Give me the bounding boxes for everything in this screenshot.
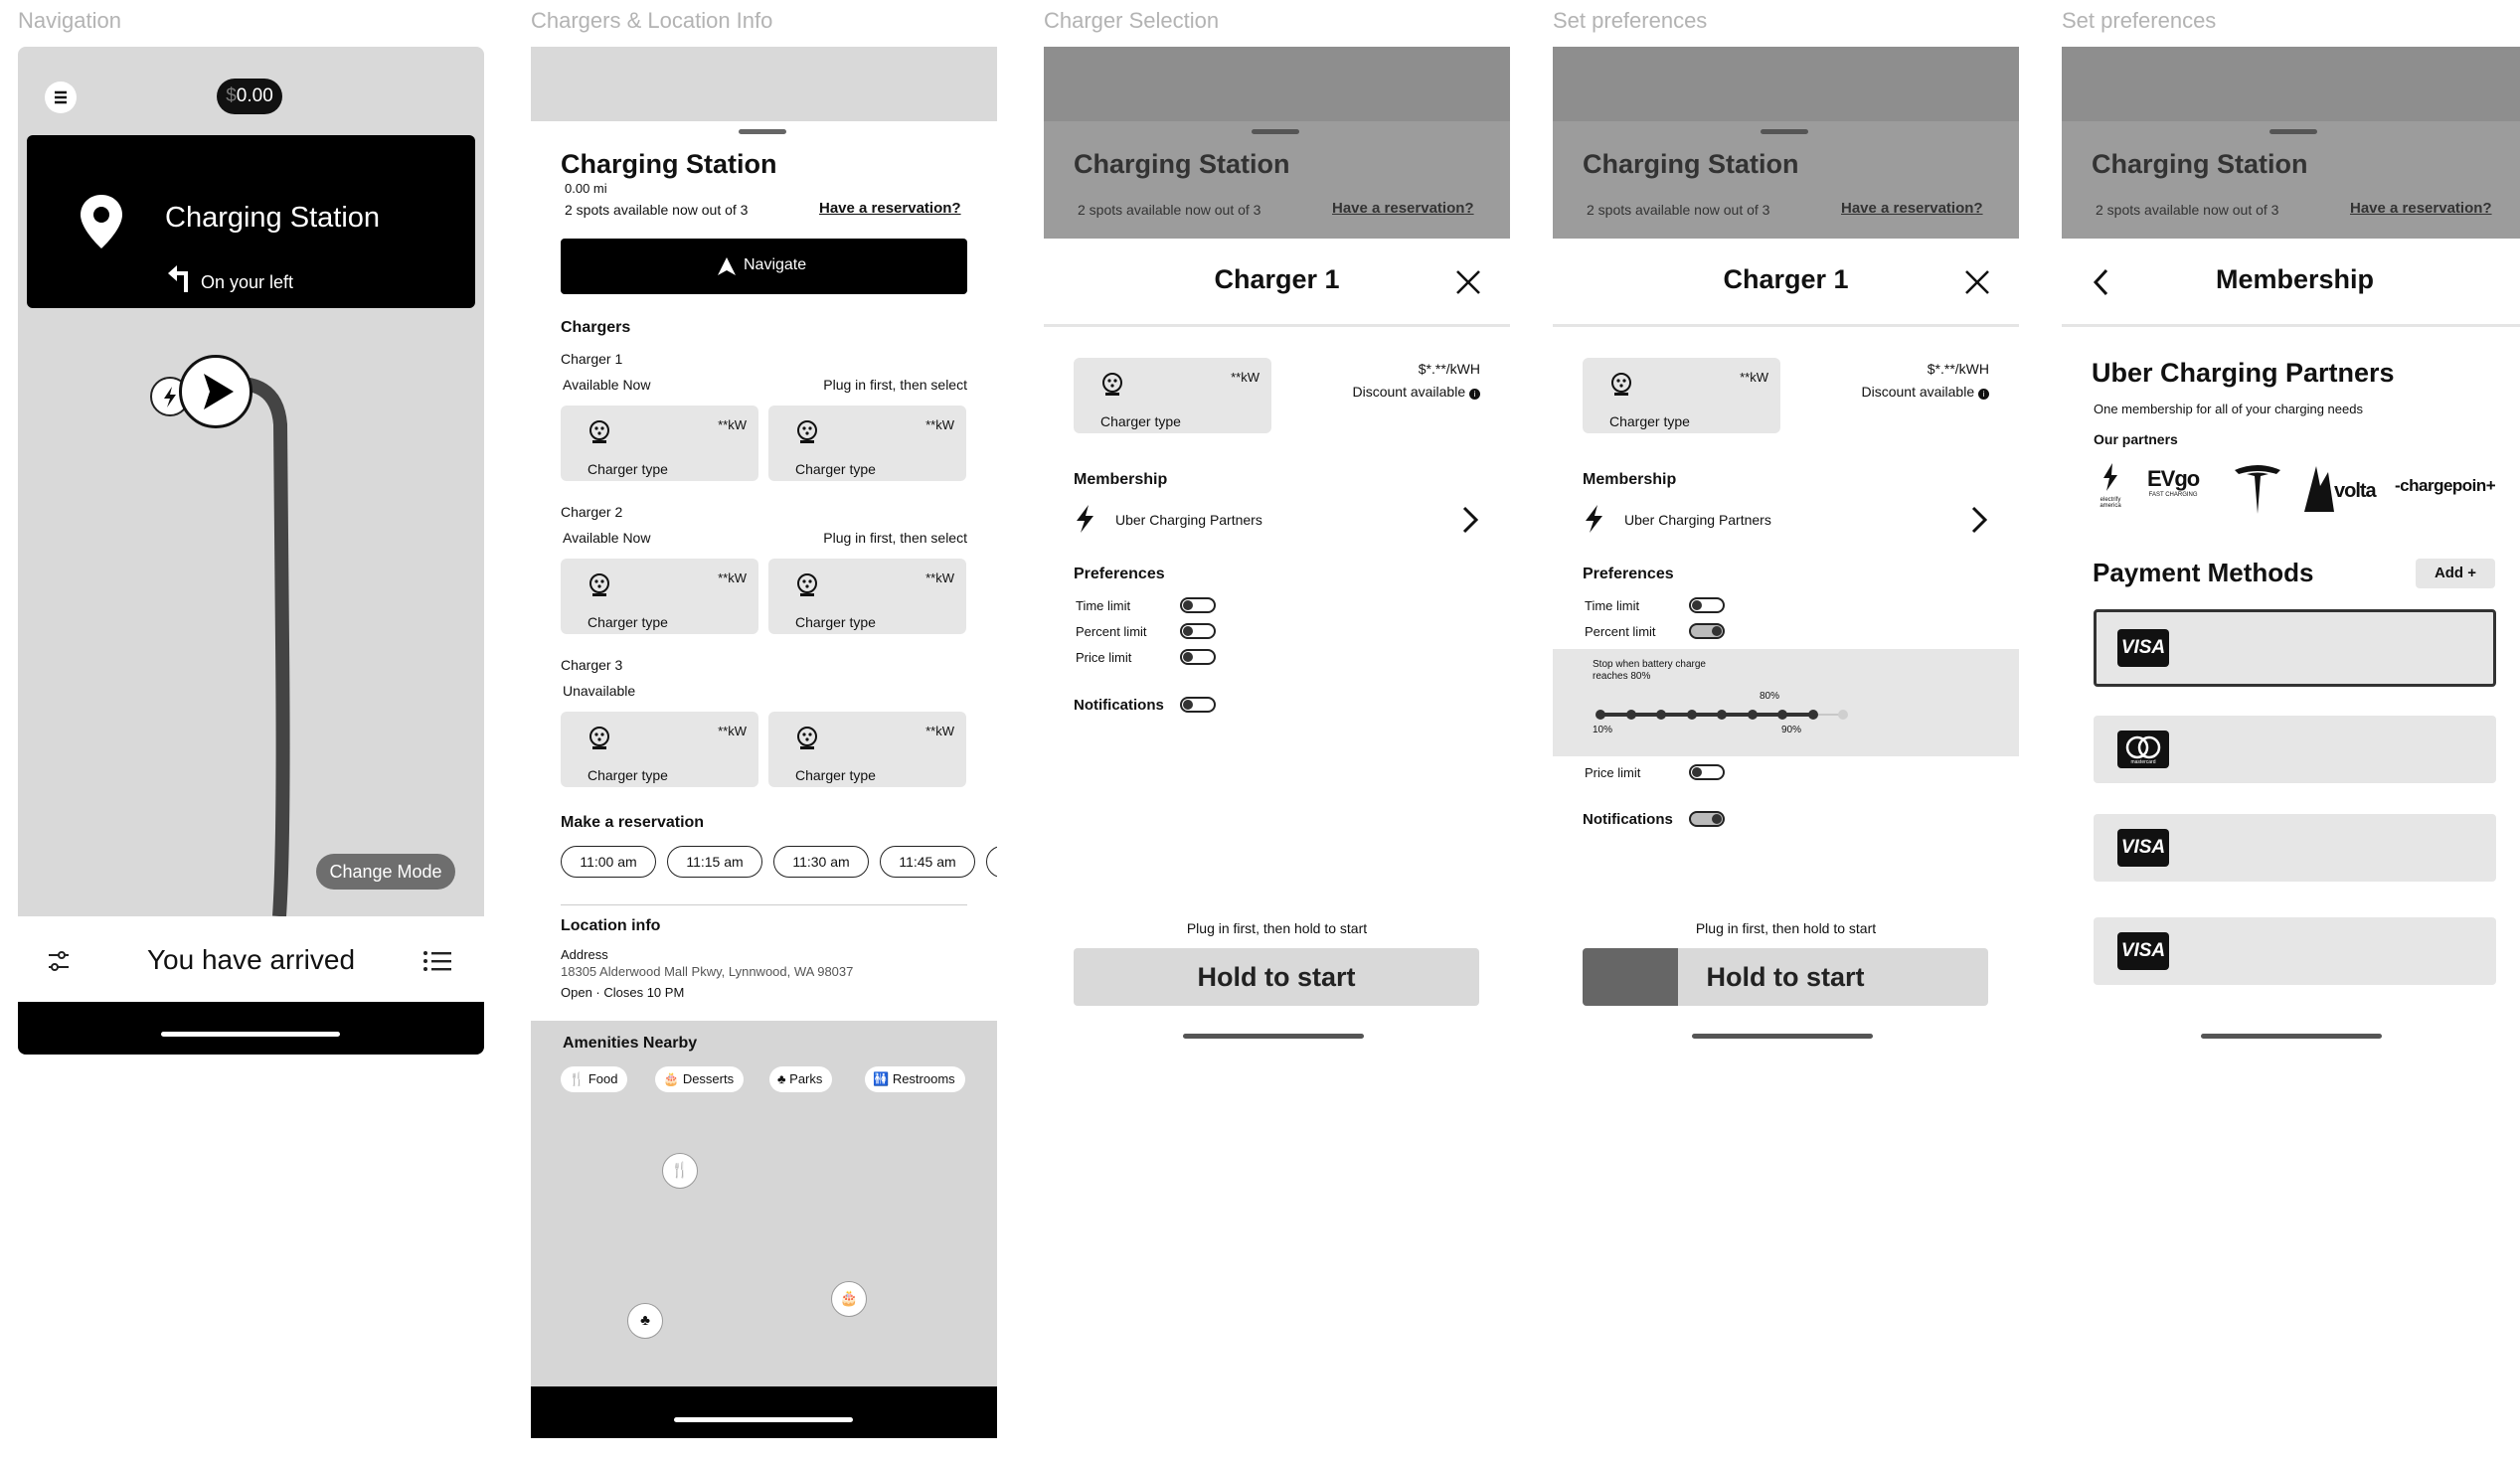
hold-to-start-label: Hold to start <box>1197 962 1356 992</box>
reservation-heading: Make a reservation <box>561 814 705 831</box>
slider-min-label: 10% <box>1593 725 1613 735</box>
plug-connector-icon <box>796 572 818 598</box>
discount-label: Discount available <box>1352 384 1466 400</box>
amenities-heading: Amenities Nearby <box>563 1035 698 1052</box>
frame-title-preferences-2: Set preferences <box>2062 8 2217 33</box>
divider <box>1044 324 1510 327</box>
lightning-icon <box>1074 504 1097 534</box>
navigate-arrow-icon <box>716 255 738 277</box>
charger-3-name: Charger 3 <box>561 657 623 673</box>
volta-mark-icon <box>2302 464 2336 514</box>
spots-available: 2 spots available now out of 3 <box>565 202 749 218</box>
chargepoint-logo: -chargepoin+ <box>2395 476 2496 495</box>
slider-step-dot[interactable] <box>1717 710 1727 720</box>
food-map-pin-icon[interactable]: 🍴 <box>662 1153 698 1189</box>
arrival-bar <box>18 916 484 1006</box>
amenity-filter-food[interactable] <box>561 1066 627 1092</box>
home-indicator[interactable] <box>2201 1034 2382 1039</box>
slider-step-dot[interactable] <box>1838 710 1848 720</box>
charger-3-connector-a[interactable] <box>561 712 758 787</box>
spots-available: 2 spots available now out of 3 <box>1587 202 1770 218</box>
amenity-label: Desserts <box>682 1071 735 1086</box>
drag-handle[interactable] <box>1252 129 1299 134</box>
charger-power: **kW <box>718 724 747 738</box>
percent-limit-label: Percent limit <box>1585 624 1656 639</box>
direction-text: On your left <box>201 272 294 292</box>
dessert-map-pin-icon[interactable]: 🎂 <box>831 1281 867 1317</box>
notifications-label: Notifications <box>1074 697 1164 714</box>
divider <box>1553 324 2019 327</box>
address-label: Address <box>561 947 608 962</box>
time-limit-toggle[interactable] <box>1180 597 1216 613</box>
time-slot[interactable]: 11:30 am <box>773 846 869 878</box>
charger-power: **kW <box>925 417 954 432</box>
chevron-right-icon <box>1461 506 1479 534</box>
amenity-label: Restrooms <box>892 1071 955 1086</box>
address-value: 18305 Alderwood Mall Pkwy, Lynnwood, WA 98037 <box>561 964 854 979</box>
amenity-label: Parks <box>789 1071 823 1086</box>
preferences-heading: Preferences <box>1583 566 1674 582</box>
charger-power: **kW <box>925 570 954 585</box>
slider-step-dot[interactable] <box>1596 710 1605 720</box>
partner-program-name: Uber Charging Partners <box>2092 358 2395 388</box>
charger-power: **kW <box>1740 370 1768 385</box>
plug-connector-icon <box>1610 372 1632 398</box>
spots-available: 2 spots available now out of 3 <box>1078 202 1261 218</box>
home-indicator[interactable] <box>1692 1034 1873 1039</box>
charger-type-label: Charger type <box>1609 413 1690 429</box>
time-slot[interactable]: 11:45 am <box>880 846 975 878</box>
map-peek <box>531 47 997 121</box>
membership-name: Uber Charging Partners <box>1115 512 1262 528</box>
slider-step-dot[interactable] <box>1748 710 1758 720</box>
membership-heading: Membership <box>1074 471 1168 488</box>
time-slot-partial[interactable] <box>986 846 997 878</box>
hold-to-start-label: Hold to start <box>1706 962 1865 992</box>
station-title: Charging Station <box>1583 149 1799 179</box>
currency-symbol: $ <box>226 85 237 106</box>
reservation-link[interactable]: Have a reservation? <box>819 200 961 217</box>
plug-hint: Plug in first, then hold to start <box>1186 920 1368 936</box>
divider <box>561 904 967 905</box>
charger-type-label: Charger type <box>1100 413 1181 429</box>
charger-2-name: Charger 2 <box>561 504 623 520</box>
home-indicator[interactable] <box>674 1417 853 1422</box>
charger-2-connector-b[interactable] <box>768 559 966 634</box>
chargers-heading: Chargers <box>561 319 631 336</box>
charger-1-status: Available Now <box>563 377 651 393</box>
percent-slider[interactable] <box>1600 709 1843 721</box>
mastercard-logo-icon <box>2117 731 2169 768</box>
drag-handle[interactable] <box>1761 129 1808 134</box>
evgo-wordmark: EVgo <box>2147 466 2200 491</box>
evgo-logo <box>2147 466 2199 498</box>
partners-heading: Our partners <box>2094 431 2178 447</box>
electrify-america-logo <box>2092 462 2129 514</box>
membership-heading: Membership <box>1583 471 1677 488</box>
price-limit-toggle[interactable] <box>1689 764 1725 780</box>
payment-card[interactable] <box>2094 917 2496 985</box>
notifications-label: Notifications <box>1583 811 1673 828</box>
chargers-info-screen <box>531 47 997 1438</box>
slider-max-label: 90% <box>1781 725 1802 735</box>
lightning-icon <box>1583 504 1606 534</box>
park-map-pin-icon[interactable]: ♣ <box>627 1303 663 1339</box>
slider-step-dot[interactable] <box>1626 710 1636 720</box>
notifications-toggle[interactable] <box>1689 811 1725 827</box>
time-limit-toggle[interactable] <box>1689 597 1725 613</box>
electrify-wordmark: electrify america <box>2100 497 2121 509</box>
divider <box>2062 324 2520 327</box>
membership-screen <box>2062 47 2520 1041</box>
info-icon: i <box>1469 389 1480 400</box>
charger-2-connector-a[interactable] <box>561 559 758 634</box>
payment-card[interactable] <box>2094 814 2496 882</box>
close-icon[interactable] <box>1962 267 1992 297</box>
slider-value-label: 80% <box>1760 691 1780 702</box>
charger-1-name: Charger 1 <box>561 351 623 367</box>
route-line <box>18 47 484 916</box>
mastercard-wordmark: mastercard <box>2130 759 2156 765</box>
payment-card-selected[interactable] <box>2094 609 2496 687</box>
home-bar <box>18 1002 484 1055</box>
plug-connector-icon <box>796 419 818 445</box>
percent-limit-toggle[interactable] <box>1689 623 1725 639</box>
selected-connector-card[interactable] <box>1074 358 1271 433</box>
fork-knife-icon: 🍴 <box>569 1071 586 1086</box>
charger-type-label: Charger type <box>795 767 876 783</box>
charger-selection-screen <box>1044 47 1510 1041</box>
amenities-map[interactable] <box>531 1021 997 1388</box>
navigation-arrow-icon <box>182 358 250 425</box>
frame-title-selection: Charger Selection <box>1044 8 1220 33</box>
frame-title-preferences-1: Set preferences <box>1553 8 1708 33</box>
evgo-tagline: FAST CHARGING <box>2148 492 2198 498</box>
arrival-message: You have arrived <box>146 944 356 975</box>
visa-logo: VISA <box>2117 932 2169 970</box>
membership-tagline: One membership for all of your charging needs <box>2094 402 2363 416</box>
preferences-heading: Preferences <box>1074 566 1165 582</box>
time-slot[interactable]: 11:15 am <box>667 846 762 878</box>
change-mode-button[interactable]: Change Mode <box>316 854 455 890</box>
frame-title-chargers: Chargers & Location Info <box>531 8 773 33</box>
charger-power: **kW <box>718 570 747 585</box>
volta-wordmark: volta <box>2334 480 2376 502</box>
charger-type-label: Charger type <box>588 461 668 477</box>
reservation-link[interactable]: Have a reservation? <box>1332 200 1474 217</box>
plug-connector-icon <box>1101 372 1123 398</box>
price-limit-label: Price limit <box>1585 765 1641 780</box>
charger-power: **kW <box>1231 370 1260 385</box>
station-title: Charging Station <box>1074 149 1290 179</box>
slider-step-dot[interactable] <box>1808 710 1818 720</box>
slider-step-dot[interactable] <box>1687 710 1697 720</box>
plug-hint: Plug in first, then hold to start <box>1695 920 1877 936</box>
amenity-filter-parks[interactable] <box>769 1066 832 1092</box>
payment-card[interactable] <box>2094 716 2496 783</box>
volta-logo <box>2302 464 2380 514</box>
percent-limit-panel <box>1553 649 2019 756</box>
price-per-kwh: $*.**/kWH <box>1927 361 1989 377</box>
drag-handle[interactable] <box>739 129 786 134</box>
hold-to-start-button[interactable] <box>1583 948 1988 1006</box>
navigate-label: Navigate <box>744 256 807 273</box>
charger-title: Charger 1 <box>1723 264 1849 294</box>
charger-type-label: Charger type <box>795 461 876 477</box>
partner-logos <box>2092 462 2499 520</box>
map-peek <box>2062 47 2520 121</box>
selected-connector-card[interactable] <box>1583 358 1780 433</box>
station-sheet-dimmed <box>1044 47 1510 239</box>
charger-power: **kW <box>718 417 747 432</box>
notifications-toggle[interactable] <box>1180 697 1216 713</box>
map-peek <box>1044 47 1510 121</box>
charger-3-connector-b[interactable] <box>768 712 966 787</box>
station-distance: 0.00 mi <box>565 181 607 196</box>
station-title: Charging Station <box>2092 149 2308 179</box>
plug-connector-icon <box>796 726 818 751</box>
membership-title: Membership <box>2215 264 2375 294</box>
navigation-screen <box>18 47 484 1055</box>
charger-title: Charger 1 <box>1214 264 1340 294</box>
tree-icon: ♣ <box>777 1071 786 1086</box>
charger-type-label: Charger type <box>588 614 668 630</box>
time-limit-label: Time limit <box>1585 598 1640 613</box>
slider-step-dot[interactable] <box>1656 710 1666 720</box>
info-icon: i <box>1978 389 1989 400</box>
drag-handle[interactable] <box>2269 129 2317 134</box>
plug-connector-icon <box>588 572 610 598</box>
home-indicator[interactable] <box>1183 1034 1364 1039</box>
plug-connector-icon <box>588 726 610 751</box>
station-title: Charging Station <box>561 149 777 179</box>
visa-logo: VISA <box>2117 629 2169 667</box>
time-slot[interactable]: 11:00 am <box>561 846 656 878</box>
amenity-filter-desserts[interactable] <box>655 1066 744 1092</box>
charger-type-label: Charger type <box>795 614 876 630</box>
payment-methods-heading: Payment Methods <box>2093 558 2314 587</box>
charger-2-hint: Plug in first, then select <box>823 530 967 546</box>
membership-row[interactable] <box>1074 502 1480 538</box>
charger-3-status: Unavailable <box>563 683 636 699</box>
plus-icon: + <box>2467 565 2477 581</box>
charger-1-connector-b[interactable] <box>768 406 966 481</box>
destination-name: Charging Station <box>165 202 381 234</box>
discount-info[interactable] <box>1352 384 1480 400</box>
location-heading: Location info <box>561 917 661 934</box>
home-bar <box>531 1386 997 1438</box>
electrify-bolt-icon <box>2100 462 2121 492</box>
slider-step-dot[interactable] <box>1777 710 1787 720</box>
navigate-button[interactable] <box>561 239 967 294</box>
list-icon[interactable] <box>422 948 452 974</box>
station-sheet-dimmed <box>2062 47 2520 239</box>
plug-connector-icon <box>588 419 610 445</box>
charger-1-hint: Plug in first, then select <box>823 377 967 393</box>
tesla-logo-icon <box>2233 462 2282 516</box>
charger-1-connector-a[interactable] <box>561 406 758 481</box>
price-per-kwh: $*.**/kWH <box>1418 361 1480 377</box>
price-limit-toggle[interactable] <box>1180 649 1216 665</box>
amenity-filter-restrooms[interactable] <box>865 1066 965 1092</box>
percent-limit-toggle[interactable] <box>1180 623 1216 639</box>
membership-row[interactable] <box>1583 502 1989 538</box>
slider-description: Stop when battery charge reaches 80% <box>1593 659 1706 682</box>
chevron-right-icon <box>1970 506 1988 534</box>
reservation-link[interactable]: Have a reservation? <box>1841 200 1983 217</box>
charger-2-status: Available Now <box>563 530 651 546</box>
home-indicator[interactable] <box>161 1032 340 1037</box>
station-sheet-dimmed <box>1553 47 2019 239</box>
reservation-link[interactable]: Have a reservation? <box>2350 200 2492 217</box>
add-label: Add <box>2434 565 2464 581</box>
balance-value: 0.00 <box>236 85 273 106</box>
spots-available: 2 spots available now out of 3 <box>2096 202 2279 218</box>
preferences-screen <box>1553 47 2019 1041</box>
discount-info[interactable] <box>1861 384 1989 400</box>
charger-type-label: Charger type <box>588 767 668 783</box>
close-icon[interactable] <box>1453 267 1483 297</box>
visa-logo: VISA <box>2117 829 2169 867</box>
discount-label: Discount available <box>1861 384 1975 400</box>
add-payment-button[interactable] <box>2416 559 2495 588</box>
amenity-label: Food <box>588 1071 618 1086</box>
charger-power: **kW <box>925 724 954 738</box>
membership-name: Uber Charging Partners <box>1624 512 1771 528</box>
frame-title-navigation: Navigation <box>18 8 121 33</box>
time-limit-label: Time limit <box>1076 598 1131 613</box>
vehicle-position-marker <box>179 355 252 428</box>
cake-icon: 🎂 <box>663 1071 680 1086</box>
percent-limit-label: Percent limit <box>1076 624 1147 639</box>
restroom-icon: 🚻 <box>873 1071 890 1086</box>
price-limit-label: Price limit <box>1076 650 1132 665</box>
opening-hours: Open · Closes 10 PM <box>561 985 685 1000</box>
hold-to-start-button[interactable] <box>1074 948 1479 1006</box>
map-peek <box>1553 47 2019 121</box>
